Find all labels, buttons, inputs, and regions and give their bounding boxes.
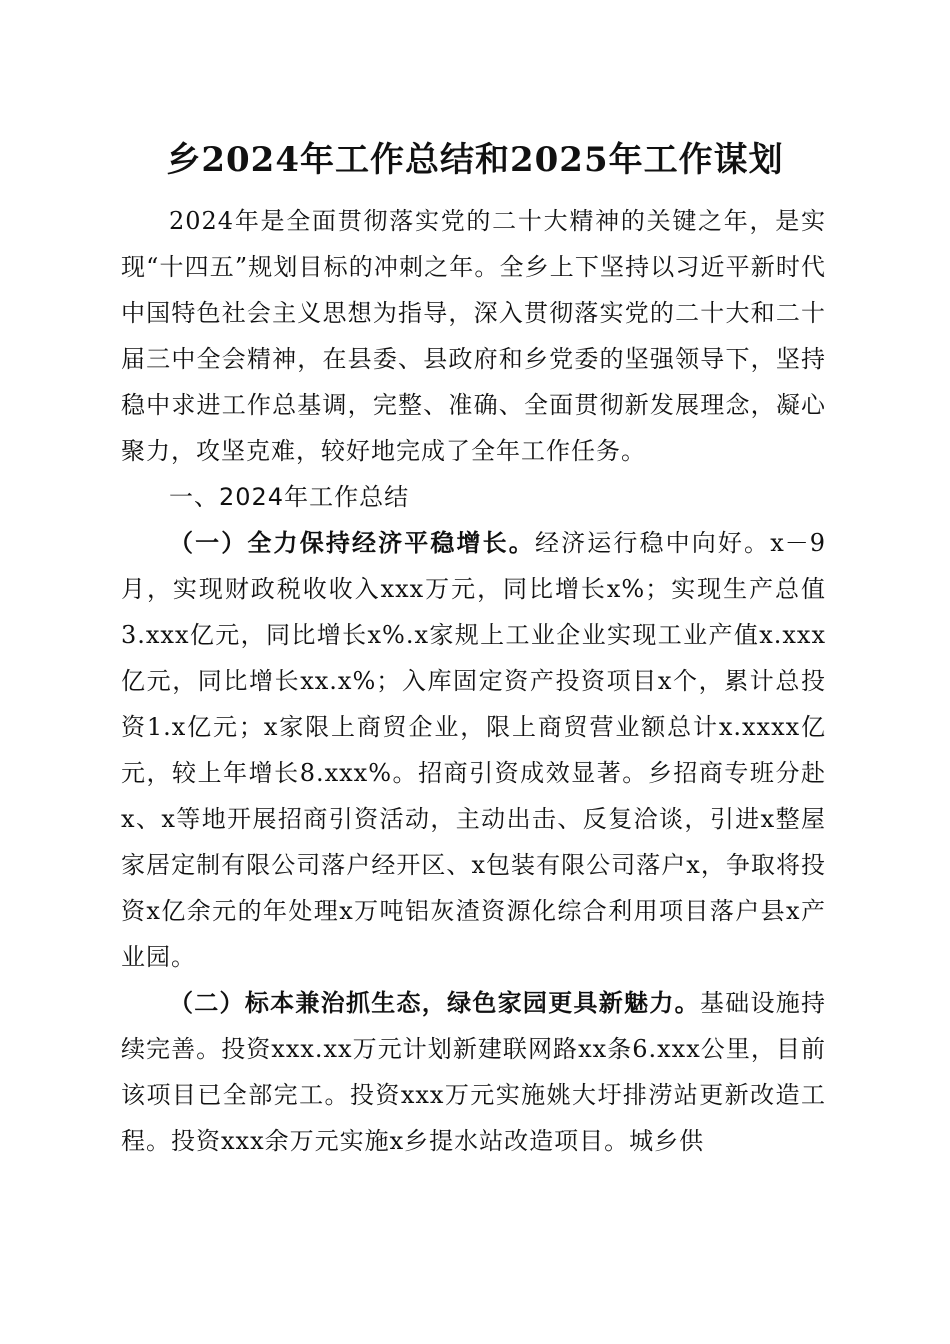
section-heading-summary: 一、2024年工作总结 xyxy=(169,483,410,511)
economy-text: 经济运行稳中向好。x－9月，实现财政税收收入xxx万元，同比增长x%；实现生产总值3.xxx亿元，同比增长x%.x家规上工业企业实现工业产值x.xxx亿元，同比增长xx.x%；入库固定资产投资项目x个，累计总投资1.x亿元；x家限上商贸企业，限上商贸营业额总计x.xxxx亿元，较上年增长8.xxx%。招商引资成效显著。乡招商专班分赴x、x等地开展招商引资活动，主动出击、反复洽谈，引进x整屋家居定制有限公司落户经开区、x包装有限公司落户x，争取将投资x亿余元的年处理x万吨铝灰渣资源化综合利用项目落户县x产业园。 xyxy=(121,529,827,971)
document-body xyxy=(121,198,826,1164)
economy-subheading: （一）全力保持经济平稳增长。 xyxy=(169,528,535,557)
ecology-subheading: （二）标本兼治抓生态，绿色家园更具新魅力。 xyxy=(169,988,700,1017)
document-title: 乡2024年工作总结和2025年工作谋划 xyxy=(166,140,784,180)
ecology-text: 基础设施持续完善。投资xxx.xx万元计划新建联网路xx条6.xxx公里，目前该项目已全部完工。投资xxx万元实施姚大圩排涝站更新改造工程。投资xxx余万元实施x乡提水站改造项目。城乡供 xyxy=(121,989,827,1155)
economy-paragraph xyxy=(121,520,826,980)
intro-paragraph: 2024年是全面贯彻落实党的二十大精神的关键之年，是实现“十四五”规划目标的冲刺之年。全乡上下坚持以习近平新时代中国特色社会主义思想为指导，深入贯彻落实党的二十大和二十届三中全会精神，在县委、县政府和乡党委的坚强领导下，坚持稳中求进工作总基调，完整、准确、全面贯彻新发展理念，凝心聚力，攻坚克难，较好地完成了全年工作任务。 xyxy=(121,207,826,465)
ecology-paragraph xyxy=(121,980,826,1164)
